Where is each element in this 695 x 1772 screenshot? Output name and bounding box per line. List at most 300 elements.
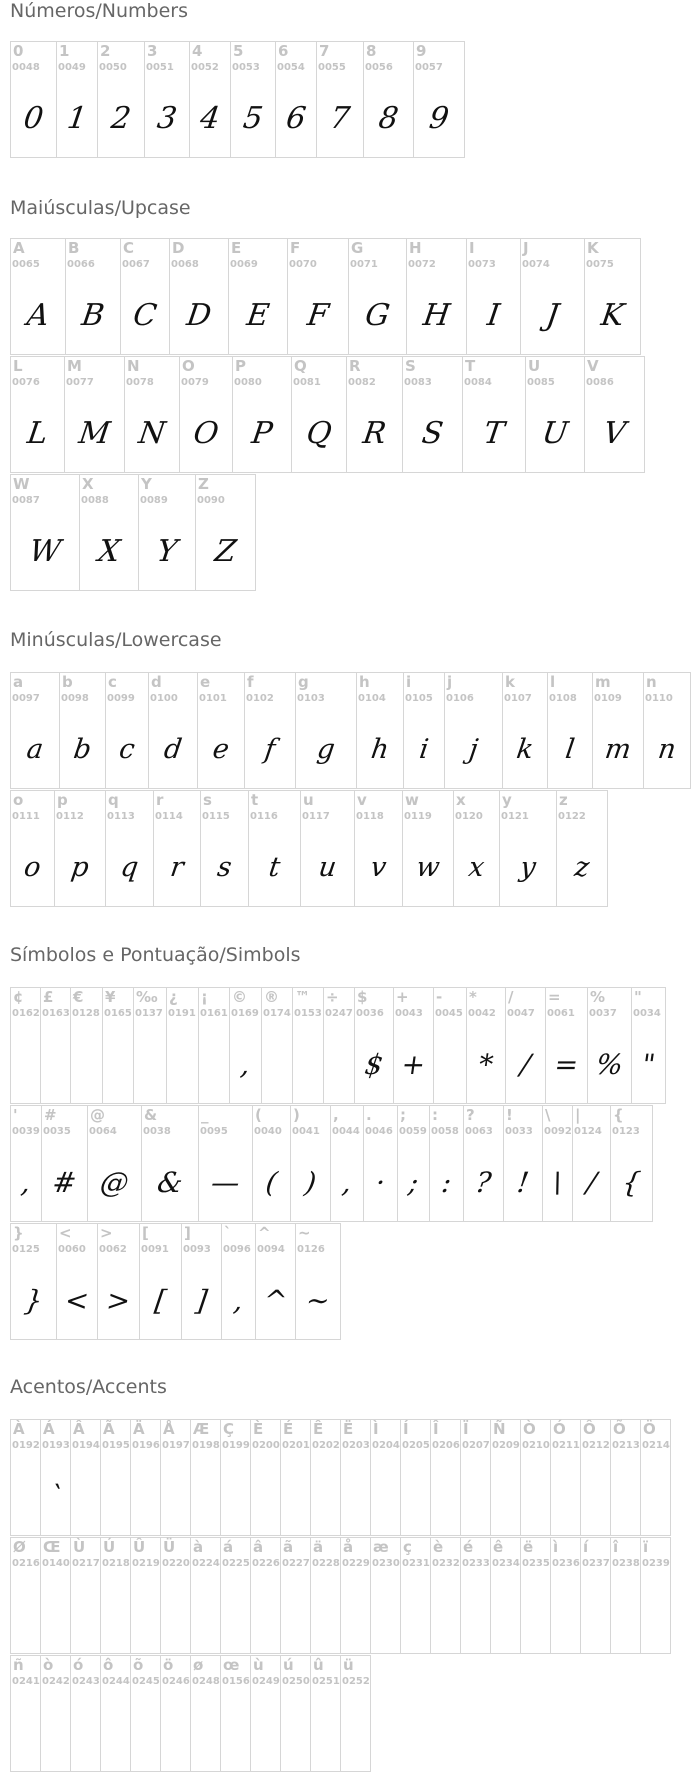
glyph-cell	[195, 474, 256, 591]
glyph-cell	[144, 41, 190, 158]
glyph-char-label: ù	[253, 1656, 264, 1674]
glyph-cell	[402, 790, 454, 907]
glyph-sample: ]	[193, 1284, 210, 1317]
glyph-code-label: 0119	[404, 811, 432, 822]
glyph-code-label: 0079	[181, 377, 209, 388]
glyph-sample: E	[244, 298, 272, 333]
glyph-sample: 3	[154, 101, 180, 136]
glyph-code-label: 0235	[522, 1558, 550, 1569]
glyph-cell	[160, 1537, 191, 1654]
glyph-char-label: œ	[223, 1656, 240, 1674]
glyph-sample: e	[210, 734, 232, 765]
glyph-cell	[133, 987, 167, 1104]
glyph-code-label: 0099	[107, 693, 135, 704]
glyph-char-label: è	[433, 1538, 444, 1556]
glyph-code-label: 0125	[12, 1244, 40, 1255]
glyph-char-label: S	[405, 357, 416, 375]
glyph-code-label: 0071	[350, 259, 378, 270]
glyph-char-label: i	[406, 673, 412, 691]
glyph-cell	[70, 1655, 101, 1772]
glyph-cell	[79, 474, 139, 591]
glyph-cell	[70, 1419, 101, 1536]
glyph-cell	[10, 790, 55, 907]
glyph-code-label: 0066	[67, 259, 95, 270]
glyph-cell	[190, 1655, 221, 1772]
glyph-cell	[403, 672, 445, 789]
glyph-char-label: ;	[400, 1106, 406, 1124]
symbols-grid	[10, 987, 666, 1340]
glyph-cell	[580, 1537, 611, 1654]
glyph-cell	[413, 41, 465, 158]
glyph-code-label: 0075	[586, 259, 614, 270]
glyph-char-label: <	[59, 1224, 72, 1242]
glyph-cell	[640, 1419, 671, 1536]
glyph-code-label: 0241	[12, 1676, 40, 1687]
glyph-char-label: ñ	[13, 1656, 24, 1674]
glyph-code-label: 0039	[12, 1126, 40, 1137]
glyph-code-label: 0085	[527, 377, 555, 388]
glyph-code-label: 0096	[223, 1244, 251, 1255]
glyph-sample: n	[656, 734, 678, 765]
glyph-sample: (	[263, 1166, 280, 1199]
glyph-char-label: Â	[73, 1420, 85, 1438]
glyph-code-label: 0248	[192, 1676, 220, 1687]
glyph-cell	[221, 1223, 256, 1340]
accents-grid	[10, 1419, 671, 1772]
glyph-cell	[291, 356, 347, 473]
glyph-cell	[10, 41, 57, 158]
glyph-cell	[550, 1419, 581, 1536]
glyph-char-label: ^	[258, 1224, 271, 1242]
glyph-cell	[348, 238, 407, 355]
glyph-sample: c	[117, 734, 137, 765]
glyph-cell	[190, 1537, 221, 1654]
glyph-char-label: ç	[403, 1538, 412, 1556]
section-title-accents: Acentos/Accents	[10, 1376, 167, 1398]
glyph-code-label: 0137	[135, 1008, 163, 1019]
glyph-char-label: v	[357, 791, 367, 809]
glyph-char-label: C	[123, 239, 135, 257]
glyph-code-label: 0087	[12, 495, 40, 506]
glyph-cell	[547, 672, 593, 789]
glyph-char-label: M	[67, 357, 82, 375]
glyph-sample: F	[305, 298, 331, 333]
glyph-code-label: 0123	[612, 1126, 640, 1137]
glyph-cell	[550, 1537, 581, 1654]
glyph-cell	[153, 790, 201, 907]
glyph-char-label: á	[223, 1538, 234, 1556]
glyph-char-label: ¥	[105, 988, 116, 1006]
glyph-code-label: 0203	[342, 1440, 370, 1451]
glyph-sample: ;	[406, 1166, 421, 1199]
glyph-code-label: 0194	[72, 1440, 100, 1451]
glyph-char-label: h	[359, 673, 370, 691]
glyph-cell	[10, 1223, 57, 1340]
glyph-sample: U	[539, 416, 571, 451]
upcase-row	[10, 474, 645, 591]
glyph-cell	[244, 672, 296, 789]
glyph-cell	[200, 790, 249, 907]
glyph-char-label: J	[523, 239, 529, 257]
accents-row	[10, 1419, 671, 1536]
glyph-char-label: Y	[141, 475, 152, 493]
glyph-char-label: ]	[184, 1224, 191, 1242]
glyph-code-label: 0232	[432, 1558, 460, 1569]
glyph-code-label: 0042	[468, 1008, 496, 1019]
glyph-code-label: 0226	[252, 1558, 280, 1569]
symbols-row	[10, 1105, 666, 1222]
glyph-sample: j	[467, 734, 480, 765]
glyph-code-label: 0068	[171, 259, 199, 270]
glyph-code-label: 0054	[277, 62, 305, 73]
glyph-char-label: ™	[295, 988, 310, 1006]
glyph-cell	[525, 356, 585, 473]
glyph-code-label: 0169	[231, 1008, 259, 1019]
accents-row	[10, 1655, 671, 1772]
glyph-char-label: p	[57, 791, 68, 809]
glyph-char-label: \	[545, 1106, 551, 1124]
glyph-sample: =	[552, 1048, 581, 1081]
glyph-sample: /	[584, 1166, 599, 1199]
glyph-code-label: 0070	[289, 259, 317, 270]
glyph-code-label: 0212	[582, 1440, 610, 1451]
glyph-cell	[346, 356, 403, 473]
glyph-code-label: 0174	[263, 1008, 291, 1019]
glyph-cell	[323, 987, 355, 1104]
glyph-sample: 9	[426, 101, 452, 136]
glyph-char-label: ÷	[326, 988, 339, 1006]
glyph-char-label: ô	[103, 1656, 114, 1674]
section-title-upcase: Maiúsculas/Upcase	[10, 197, 191, 219]
glyph-cell	[290, 1105, 331, 1222]
glyph-code-label: 0113	[107, 811, 135, 822]
glyph-sample: O	[191, 416, 221, 451]
glyph-sample: 2	[108, 101, 134, 136]
glyph-code-label: 0053	[232, 62, 260, 73]
glyph-sample: h	[369, 734, 391, 765]
upcase-row	[10, 238, 645, 355]
glyph-cell	[130, 1419, 161, 1536]
glyph-char-label: ®	[264, 988, 279, 1006]
glyph-sample: ,	[231, 1284, 246, 1317]
glyph-cell	[280, 1537, 311, 1654]
glyph-sample: 1	[64, 101, 90, 136]
glyph-cell	[572, 1105, 611, 1222]
glyph-cell	[300, 790, 355, 907]
glyph-code-label: 0227	[282, 1558, 310, 1569]
glyph-cell	[340, 1419, 371, 1536]
glyph-code-label: 0231	[402, 1558, 430, 1569]
glyph-char-label: 1	[59, 42, 70, 60]
glyph-cell	[466, 238, 521, 355]
glyph-code-label: 0056	[365, 62, 393, 73]
glyph-cell	[310, 1419, 341, 1536]
glyph-cell	[316, 41, 364, 158]
glyph-sample: w	[414, 852, 442, 883]
glyph-code-label: 0128	[72, 1008, 100, 1019]
glyph-char-label: Û	[133, 1538, 146, 1556]
accents-row	[10, 1537, 671, 1654]
glyph-sample: )	[302, 1166, 319, 1199]
glyph-char-label: Ô	[583, 1420, 596, 1438]
glyph-cell	[250, 1419, 281, 1536]
glyph-cell	[430, 1537, 461, 1654]
section-title-numbers: Números/Numbers	[10, 0, 188, 22]
glyph-char-label: y	[502, 791, 512, 809]
glyph-char-label: ã	[283, 1538, 294, 1556]
glyph-cell	[363, 41, 414, 158]
glyph-cell	[250, 1537, 281, 1654]
glyph-code-label: 0101	[199, 693, 227, 704]
glyph-char-label: D	[172, 239, 185, 257]
glyph-char-label: ò	[43, 1656, 54, 1674]
glyph-cell	[363, 1105, 398, 1222]
glyph-char-label: g	[298, 673, 309, 691]
glyph-code-label: 0055	[318, 62, 346, 73]
glyph-cell	[10, 987, 41, 1104]
glyph-sample: /	[518, 1048, 533, 1081]
glyph-code-label: 0218	[102, 1558, 130, 1569]
glyph-code-label: 0219	[132, 1558, 160, 1569]
glyph-char-label: o	[13, 791, 24, 809]
glyph-cell	[59, 672, 106, 789]
glyph-cell	[100, 1655, 131, 1772]
glyph-cell	[520, 1419, 551, 1536]
glyph-code-label: 0211	[552, 1440, 580, 1451]
glyph-code-label: 0195	[102, 1440, 130, 1451]
glyph-char-label: å	[343, 1538, 354, 1556]
glyph-cell	[429, 1105, 464, 1222]
glyph-sample: @	[98, 1166, 131, 1199]
glyph-char-label: X	[82, 475, 94, 493]
glyph-char-label: d	[151, 673, 162, 691]
glyph-cell	[631, 987, 666, 1104]
glyph-sample: W	[27, 534, 63, 569]
glyph-code-label: 0220	[162, 1558, 190, 1569]
glyph-code-label: 0120	[455, 811, 483, 822]
glyph-sample: :	[439, 1166, 454, 1199]
glyph-cell	[330, 1105, 364, 1222]
glyph-cell	[584, 356, 645, 473]
glyph-cell	[261, 987, 293, 1104]
glyph-code-label: 0249	[252, 1676, 280, 1687]
glyph-cell	[542, 1105, 573, 1222]
lowercase-row	[10, 790, 691, 907]
glyph-char-label: #	[44, 1106, 57, 1124]
glyph-cell	[10, 474, 80, 591]
lowercase-row	[10, 672, 691, 789]
glyph-char-label: ¢	[13, 988, 24, 1006]
glyph-cell	[10, 1419, 41, 1536]
glyph-cell	[400, 1419, 431, 1536]
glyph-cell	[97, 41, 145, 158]
glyph-code-label: 0204	[372, 1440, 400, 1451]
glyph-char-label: [	[142, 1224, 149, 1242]
glyph-sample: z	[572, 852, 592, 883]
glyph-char-label: }	[13, 1224, 24, 1242]
symbols-row	[10, 1223, 666, 1340]
glyph-sample: 6	[283, 101, 309, 136]
glyph-cell	[105, 790, 154, 907]
glyph-code-label: 0104	[358, 693, 386, 704]
glyph-code-label: 0106	[446, 693, 474, 704]
glyph-code-label: 0077	[66, 377, 94, 388]
glyph-char-label: Í	[403, 1420, 409, 1438]
glyph-cell	[124, 356, 180, 473]
glyph-char-label: ~	[298, 1224, 311, 1242]
glyph-sample: I	[485, 298, 502, 333]
glyph-cell	[280, 1419, 311, 1536]
glyph-char-label: R	[349, 357, 361, 375]
glyph-char-label: V	[587, 357, 599, 375]
glyph-char-label: í	[583, 1538, 589, 1556]
glyph-char-label: l	[550, 673, 556, 691]
glyph-char-label: s	[203, 791, 212, 809]
glyph-sample: $	[362, 1048, 386, 1081]
glyph-char-label: L	[13, 357, 23, 375]
glyph-cell	[130, 1537, 161, 1654]
glyph-sample: <	[62, 1284, 92, 1317]
glyph-char-label: ï	[643, 1538, 649, 1556]
section-title-symbols: Símbolos e Pontuação/Simbols	[10, 944, 301, 966]
glyph-cell	[248, 790, 301, 907]
glyph-code-label: 0197	[162, 1440, 190, 1451]
glyph-sample: K	[598, 298, 627, 333]
glyph-sample: ~	[303, 1284, 333, 1317]
glyph-sample: X	[95, 534, 123, 569]
glyph-code-label: 0045	[435, 1008, 463, 1019]
glyph-code-label: 0110	[645, 693, 673, 704]
glyph-code-label: 0084	[464, 377, 492, 388]
glyph-code-label: 0124	[574, 1126, 602, 1137]
glyph-sample: u	[316, 852, 339, 883]
glyph-cell	[97, 1223, 140, 1340]
upcase-grid	[10, 238, 645, 591]
glyph-char-label: E	[231, 239, 242, 257]
glyph-code-label: 0063	[465, 1126, 493, 1137]
glyph-cell	[280, 1655, 311, 1772]
glyph-code-label: 0121	[501, 811, 529, 822]
glyph-cell	[120, 238, 170, 355]
glyph-sample	[636, 1576, 676, 1653]
glyph-char-label: O	[182, 357, 195, 375]
glyph-code-label: 0224	[192, 1558, 220, 1569]
glyph-cell	[181, 1223, 222, 1340]
glyph-char-label: 3	[147, 42, 158, 60]
glyph-sample: a	[24, 734, 46, 765]
glyph-cell	[220, 1419, 251, 1536]
glyph-cell	[402, 356, 463, 473]
glyph-cell	[230, 41, 276, 158]
glyph-cell	[275, 41, 317, 158]
glyph-cell	[255, 1223, 296, 1340]
glyph-char-label: |	[575, 1106, 581, 1124]
glyph-cell	[70, 987, 103, 1104]
glyph-cell	[100, 1537, 131, 1654]
glyph-code-label: 0036	[356, 1008, 384, 1019]
glyph-char-label: T	[465, 357, 476, 375]
glyph-sample: 4	[197, 101, 223, 136]
glyph-code-label: 0237	[582, 1558, 610, 1569]
glyph-code-label: 0126	[297, 1244, 325, 1255]
glyph-cell	[499, 790, 557, 907]
lowercase-grid	[10, 672, 691, 907]
glyph-sample: }	[22, 1284, 45, 1317]
glyph-char-label: à	[193, 1538, 204, 1556]
glyph-sample: ,	[19, 1166, 33, 1199]
glyph-char-label: f	[247, 673, 254, 691]
glyph-code-label: 0108	[549, 693, 577, 704]
glyph-code-label: 0165	[104, 1008, 132, 1019]
glyph-sample: "	[639, 1048, 658, 1081]
glyph-sample: T	[481, 416, 507, 451]
glyph-char-label: z	[559, 791, 568, 809]
glyph-char-label: r	[156, 791, 164, 809]
glyph-code-label: 0035	[43, 1126, 71, 1137]
glyph-code-label: 0209	[492, 1440, 520, 1451]
glyph-cell	[466, 987, 506, 1104]
glyph-code-label: 0214	[642, 1440, 670, 1451]
glyph-code-label: 0048	[12, 62, 40, 73]
glyph-cell	[148, 672, 198, 789]
glyph-code-label: 0161	[200, 1008, 228, 1019]
glyph-char-label: 6	[278, 42, 289, 60]
glyph-cell	[10, 356, 65, 473]
glyph-code-label: 0050	[99, 62, 127, 73]
glyph-cell	[295, 1223, 341, 1340]
glyph-sample: Y	[154, 534, 180, 569]
glyph-sample: m	[603, 734, 633, 765]
glyph-cell	[463, 1105, 504, 1222]
glyph-sample: A	[24, 298, 52, 333]
glyph-char-label: Î	[433, 1420, 439, 1438]
glyph-cell	[453, 790, 500, 907]
glyph-cell	[400, 1537, 431, 1654]
glyph-sample: S	[419, 416, 446, 451]
glyph-sample: g	[315, 734, 337, 765]
glyph-char-label: Å	[163, 1420, 175, 1438]
glyph-char-label: Õ	[613, 1420, 626, 1438]
glyph-code-label: 0153	[294, 1008, 322, 1019]
glyph-cell	[356, 672, 404, 789]
glyph-char-label: ú	[283, 1656, 294, 1674]
glyph-cell	[54, 790, 106, 907]
glyph-code-label: 0251	[312, 1676, 340, 1687]
glyph-sample: ·	[373, 1166, 388, 1199]
glyph-code-label: 0217	[72, 1558, 100, 1569]
glyph-cell	[102, 987, 134, 1104]
glyph-cell	[406, 238, 467, 355]
glyph-code-label: 0206	[432, 1440, 460, 1451]
glyph-char-label: û	[313, 1656, 324, 1674]
glyph-cell	[70, 1537, 101, 1654]
glyph-char-label: Ç	[223, 1420, 235, 1438]
glyph-code-label: 0061	[547, 1008, 575, 1019]
glyph-sample: ,	[238, 1048, 253, 1081]
glyph-char-label: "	[634, 988, 642, 1006]
glyph-char-label: $	[357, 988, 368, 1006]
glyph-sample: C	[131, 298, 159, 333]
glyph-cell	[138, 474, 196, 591]
glyph-code-label: 0038	[143, 1126, 171, 1137]
glyph-code-label: 0112	[56, 811, 84, 822]
glyph-code-label: 0095	[200, 1126, 228, 1137]
glyph-code-label: 0247	[325, 1008, 353, 1019]
glyph-cell	[232, 356, 292, 473]
glyph-cell	[10, 1655, 41, 1772]
glyph-char-label: Ò	[523, 1420, 536, 1438]
glyph-cell	[545, 987, 588, 1104]
